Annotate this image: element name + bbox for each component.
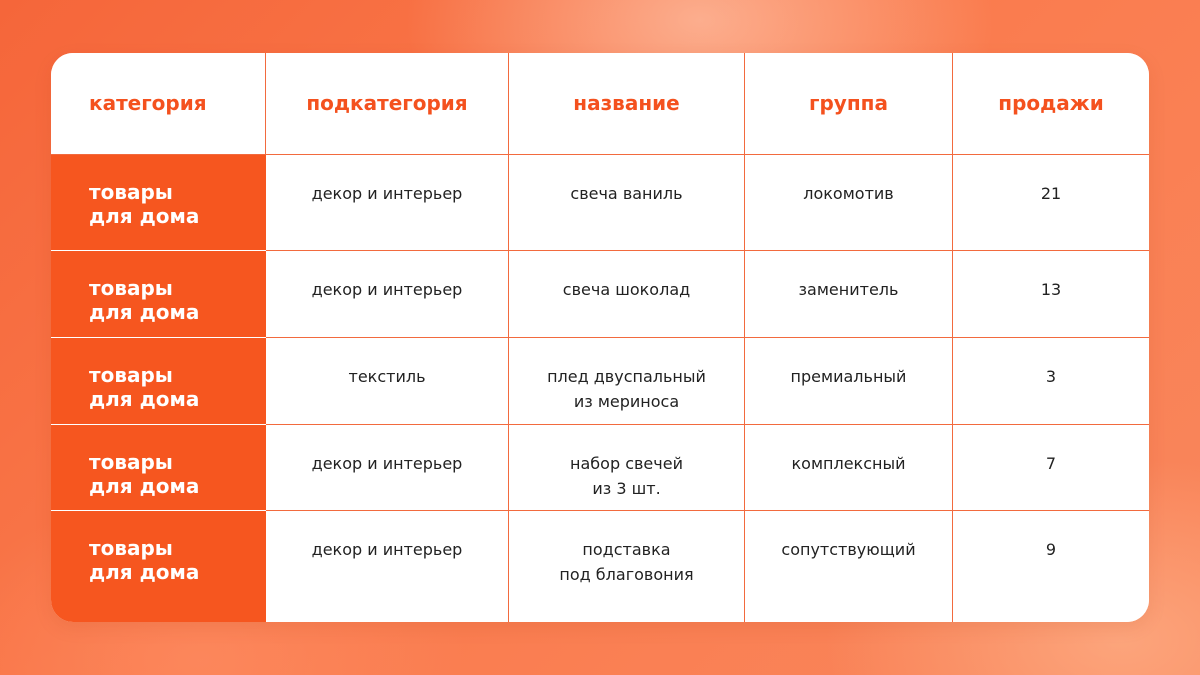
header-group: группа	[745, 53, 953, 155]
header-sales: продажи	[953, 53, 1149, 155]
row-5-name: подставка под благовония	[509, 511, 745, 622]
row-5-sales: 9	[953, 511, 1149, 622]
row-1-sales: 21	[953, 155, 1149, 251]
row-5-subcategory: декор и интерьер	[266, 511, 509, 622]
header-subcategory: подкатегория	[266, 53, 509, 155]
row-4-group: комплексный	[745, 425, 953, 511]
row-2-group: заменитель	[745, 251, 953, 338]
row-5-group: сопутствующий	[745, 511, 953, 622]
header-name: название	[509, 53, 745, 155]
row-4-subcategory: декор и интерьер	[266, 425, 509, 511]
row-2-category: товары для дома	[51, 251, 266, 338]
row-3-name: плед двуспальный из мериноса	[509, 338, 745, 425]
row-1-subcategory: декор и интерьер	[266, 155, 509, 251]
row-2-subcategory: декор и интерьер	[266, 251, 509, 338]
sales-table-card	[51, 53, 1149, 622]
header-category: категория	[51, 53, 266, 155]
row-2-name: свеча шоколад	[509, 251, 745, 338]
row-1-group: локомотив	[745, 155, 953, 251]
row-1-name: свеча ваниль	[509, 155, 745, 251]
row-3-category: товары для дома	[51, 338, 266, 425]
row-2-sales: 13	[953, 251, 1149, 338]
row-4-sales: 7	[953, 425, 1149, 511]
sales-table	[51, 53, 1149, 622]
row-1-category: товары для дома	[51, 155, 266, 251]
row-3-sales: 3	[953, 338, 1149, 425]
row-4-category: товары для дома	[51, 425, 266, 511]
row-3-group: премиальный	[745, 338, 953, 425]
row-5-category: товары для дома	[51, 511, 266, 622]
row-3-subcategory: текстиль	[266, 338, 509, 425]
row-4-name: набор свечей из 3 шт.	[509, 425, 745, 511]
